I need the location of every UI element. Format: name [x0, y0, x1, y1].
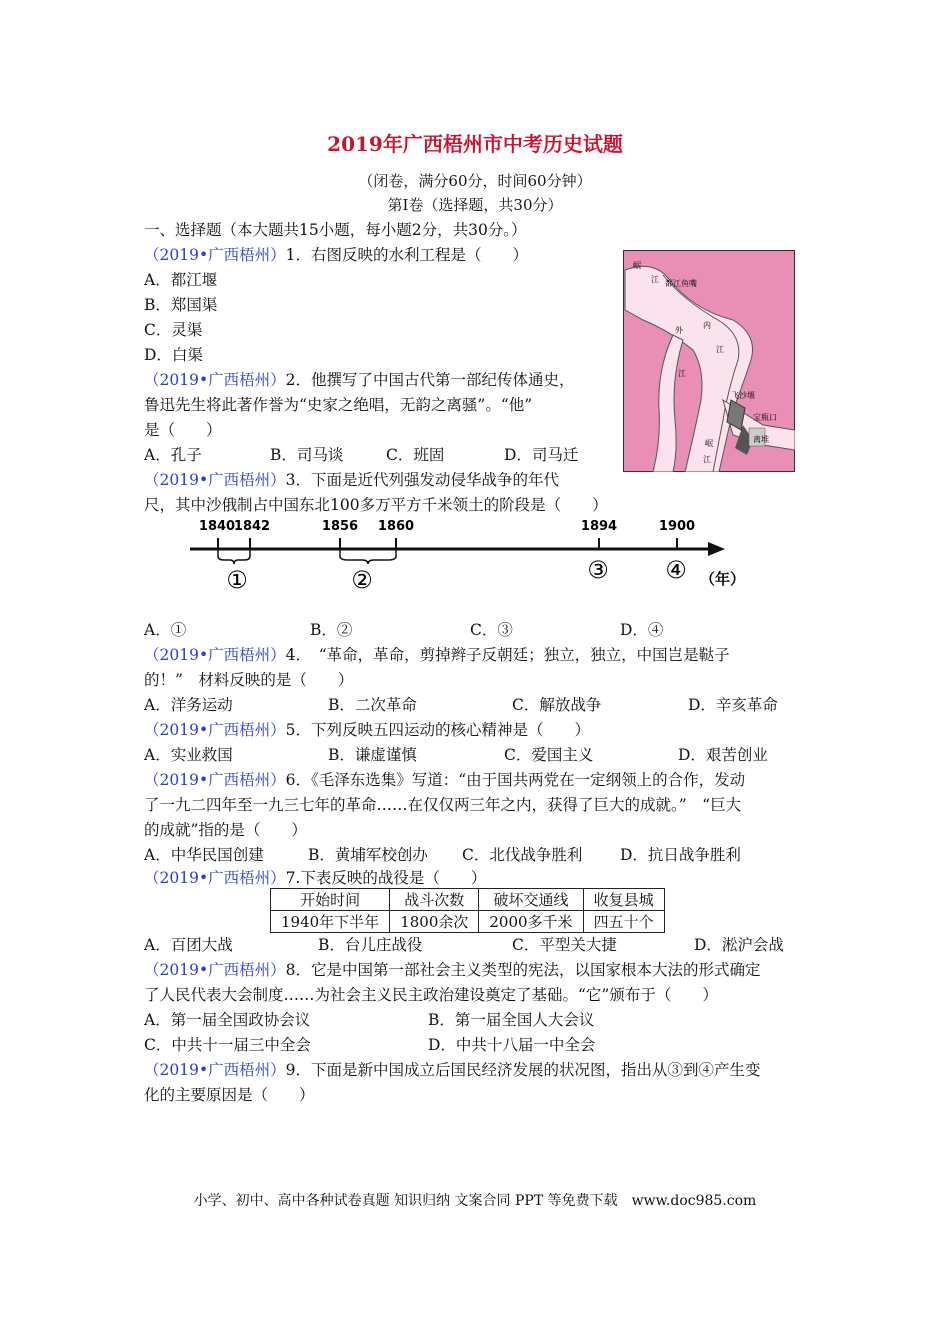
question-9	[144, 1058, 760, 1080]
question-6	[144, 768, 745, 790]
question-source: （2019•广西梧州）	[144, 721, 286, 739]
map-label-bottle: 宝瓶口	[753, 413, 777, 422]
question-text: 5．下列反映五四运动的核心精神是（ ）	[285, 721, 590, 739]
dujiangyan-map	[623, 250, 795, 472]
table-header-cell: 破坏交通线	[479, 889, 583, 911]
map-label-lidui: 离堆	[753, 435, 769, 444]
map-label-sand: 飞沙堰	[731, 391, 755, 400]
question-source: （2019•广西梧州）	[144, 371, 286, 389]
q5-option-d: D．艰苦创业	[678, 746, 768, 764]
timeline-year: 1894	[580, 519, 618, 534]
q2-option-c: C．班固	[386, 446, 445, 464]
timeline-mark: ③	[587, 556, 609, 584]
q2-option-b: B．司马谈	[270, 446, 344, 464]
question-3	[144, 468, 559, 490]
table-header-cell: 战斗次数	[390, 889, 479, 911]
question-5	[144, 718, 590, 740]
map-label-outer: 外	[675, 326, 683, 335]
table-cell: 1800余次	[390, 911, 479, 933]
question-7	[144, 866, 486, 888]
q7-option-a: A．百团大战	[144, 936, 233, 954]
map-label-river: 江	[651, 275, 659, 284]
timeline-mark: ④	[665, 556, 687, 584]
question-1	[144, 243, 528, 265]
q5-option-c: C．爱国主义	[504, 746, 594, 764]
q4-option-c: C．解放战争	[512, 696, 602, 714]
table-header-row	[271, 889, 665, 911]
battle-table	[270, 888, 665, 933]
q2-option-a: A．孔子	[144, 446, 202, 464]
question-6-line-2: 了一九二四年至一九三七年的革命……在仅仅两三年之内，获得了巨大的成就。” “巨大	[144, 796, 742, 814]
table-header-cell: 收复县城	[583, 889, 664, 911]
question-9-line-2: 化的主要原因是（ ）	[144, 1086, 315, 1104]
q1-option-a: A．都江堰	[144, 271, 218, 289]
q1-option-d: D．白渠	[144, 346, 203, 364]
map-label-river: 岷	[705, 439, 713, 448]
map-label-river: 江	[703, 455, 711, 464]
question-8	[144, 958, 760, 980]
q5-option-a: A．实业救国	[144, 746, 233, 764]
map-label-fish-mouth: 都江鱼嘴	[665, 279, 697, 288]
q8-option-c: C．中共十一届三中全会	[144, 1036, 311, 1054]
timeline-mark: ①	[226, 566, 248, 594]
war-timeline	[180, 512, 770, 602]
q1-option-b: B．郑国渠	[144, 296, 218, 314]
timeline-mark: ②	[351, 566, 373, 594]
q5-option-b: B．谦虚谨慎	[328, 746, 417, 764]
q7-option-d: D．淞沪会战	[694, 936, 784, 954]
question-source: （2019•广西梧州）	[144, 1061, 286, 1079]
q7-option-c: C．平型关大捷	[512, 936, 617, 954]
timeline-year: 1840	[198, 519, 236, 534]
question-text: 2．他撰写了中国古代第一部纪传体通史，	[285, 371, 575, 389]
timeline-year: 1856	[321, 519, 359, 534]
timeline-unit: （年）	[700, 570, 746, 588]
question-text: 9．下面是新中国成立后国民经济发展的状况图，指出从③到④产生变	[285, 1061, 761, 1079]
q8-option-a: A．第一届全国政协会议	[144, 1011, 311, 1029]
q2-option-d: D．司马迁	[504, 446, 579, 464]
q4-option-b: B．二次革命	[328, 696, 417, 714]
question-4-line-2: 的！” 材料反映的是（ ）	[144, 671, 354, 689]
question-text: 1．右图反映的水利工程是（ ）	[285, 246, 528, 264]
question-text: 7.下表反映的战役是（ ）	[285, 869, 487, 887]
table-row	[271, 911, 665, 933]
table-cell: 2000多千米	[479, 911, 583, 933]
question-6-line-3: 的成就”指的是（ ）	[144, 821, 307, 839]
map-label-river: 岷	[633, 261, 641, 270]
section-title: 一、选择题（本大题共15小题，每小题2分，共30分。）	[144, 221, 527, 239]
map-label-outer: 江	[678, 369, 686, 378]
question-3-line-2: 尺，其中沙俄制占中国东北100多万平方千米领土的阶段是（ ）	[144, 496, 608, 514]
question-text: 6．《毛泽东选集》写道：“由于国共两党在一定纲领上的合作，发动	[285, 771, 746, 789]
question-2-line-2: 鲁迅先生将此著作誉为“史家之绝唱，无韵之离骚”。“他”	[144, 396, 533, 414]
question-source: （2019•广西梧州）	[144, 646, 286, 664]
question-2	[144, 368, 574, 390]
timeline-year: 1900	[658, 519, 696, 534]
exam-info: （闭卷，满分60分，时间60分钟）	[358, 172, 592, 190]
table-cell: 四五十个	[583, 911, 664, 933]
table-header-cell: 开始时间	[271, 889, 390, 911]
q6-option-a: A．中华民国创建	[144, 846, 264, 864]
q3-option-c: C．③	[470, 621, 513, 639]
q3-option-a: A．①	[144, 621, 187, 639]
question-text: 3．下面是近代列强发动侵华战争的年代	[285, 471, 559, 489]
q8-option-d: D．中共十八届一中全会	[428, 1036, 596, 1054]
q3-option-b: B．②	[310, 621, 353, 639]
question-2-line-3: 是（ ）	[144, 421, 222, 439]
q6-option-d: D．抗日战争胜利	[620, 846, 741, 864]
q1-option-c: C．灵渠	[144, 321, 203, 339]
question-source: （2019•广西梧州）	[144, 961, 286, 979]
question-text: 8．它是中国第一部社会主义类型的宪法，以国家根本大法的形式确定	[285, 961, 761, 979]
q7-option-b: B．台儿庄战役	[318, 936, 423, 954]
question-source: （2019•广西梧州）	[144, 246, 286, 264]
map-label-inner: 内	[703, 321, 711, 330]
page-title: 2019年广西梧州市中考历史试题	[327, 132, 623, 156]
map-label-inner: 江	[716, 345, 724, 354]
q8-option-b: B．第一届全国人大会议	[428, 1011, 595, 1029]
q6-option-b: B．黄埔军校创办	[308, 846, 428, 864]
part-title: 第Ⅰ卷（选择题，共30分）	[387, 196, 563, 214]
timeline-year: 1860	[377, 519, 415, 534]
question-source: （2019•广西梧州）	[144, 869, 286, 887]
question-source: （2019•广西梧州）	[144, 471, 286, 489]
question-text: 4． “革命，革命，剪掉辫子反朝廷；独立，独立，中国岂是鞑子	[285, 646, 730, 664]
question-source: （2019•广西梧州）	[144, 771, 286, 789]
table-cell: 1940年下半年	[271, 911, 390, 933]
timeline-year: 1842	[233, 519, 271, 534]
question-4	[144, 643, 730, 665]
q4-option-d: D．辛亥革命	[688, 696, 778, 714]
question-8-line-2: 了人民代表大会制度……为社会主义民主政治建设奠定了基础。“它”颁布于（ ）	[144, 986, 718, 1004]
q3-option-d: D．④	[620, 621, 664, 639]
q6-option-c: C．北伐战争胜利	[462, 846, 583, 864]
q4-option-a: A．洋务运动	[144, 696, 233, 714]
footer: 小学、初中、高中各种试卷真题 知识归纳 文案合同 PPT 等免费下载 www.doc985.com	[193, 1193, 757, 1209]
